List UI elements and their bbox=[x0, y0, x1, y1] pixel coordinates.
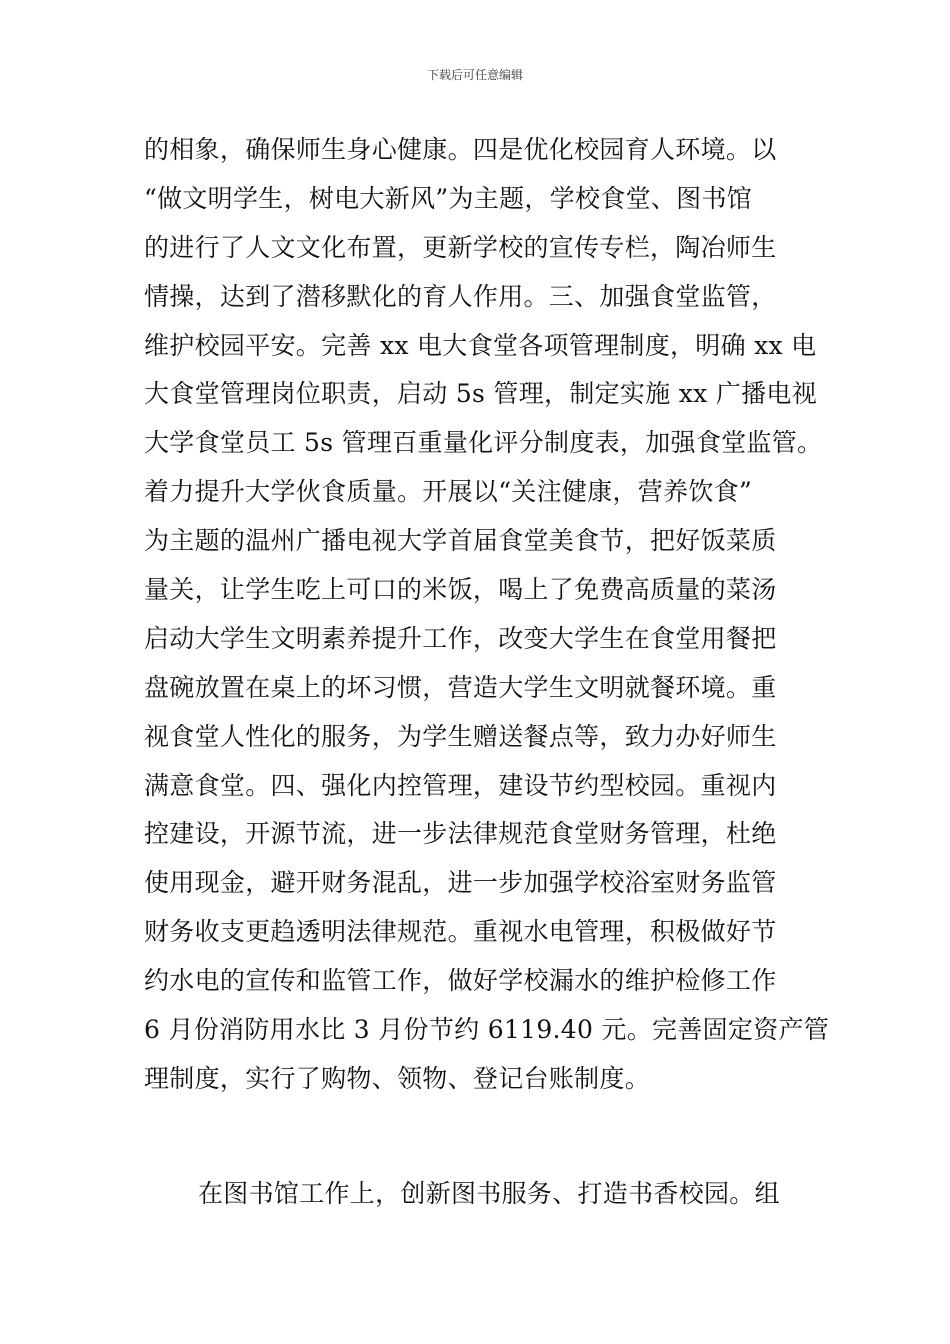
text-line: 启动大学生文明素养提升工作，改变大学生在食堂用餐把 bbox=[144, 623, 777, 653]
text-line: 满意食堂。四、强化内控管理，建设节约型校园。重视内 bbox=[144, 770, 777, 800]
text-line: 在图书馆工作上，创新图书服务、打造书香校园。组 bbox=[198, 1179, 780, 1208]
text-line: 着力提升大学伙食质量。开展以“关注健康，营养饮食” bbox=[144, 477, 753, 507]
text-line: 的进行了人文文化布置，更新学校的宣传专栏，陶冶师生 bbox=[144, 232, 777, 262]
text-line: 控建设，开源节流，进一步法律规范食堂财务管理，杜绝 bbox=[144, 819, 777, 849]
text-line: 情操，达到了潜移默化的育人作用。三、加强食堂监管， bbox=[144, 281, 777, 311]
text-line: 维护校园平安。完善 xx 电大食堂各项管理制度，明确 xx 电 bbox=[144, 330, 817, 360]
paragraph-1 bbox=[144, 126, 830, 1104]
text-line: 财务收支更趋透明法律规范。重视水电管理，积极做好节 bbox=[144, 917, 777, 947]
text-line: 6 月份消防用水比 3 月份节约 6119.40 元。完善固定资产管 bbox=[144, 1015, 830, 1045]
text-line: 大食堂管理岗位职责，启动 5s 管理，制定实施 xx 广播电视 bbox=[144, 379, 818, 409]
text-line: 的相象，确保师生身心健康。四是优化校园育人环境。以 bbox=[144, 135, 777, 164]
text-line: 使用现金，避开财务混乱，进一步加强学校浴室财务监管 bbox=[144, 868, 777, 898]
text-line: “做文明学生，树电大新风”为主题，学校食堂、图书馆 bbox=[144, 183, 753, 213]
text-line: 视食堂人性化的服务，为学生赠送餐点等，致力办好师生 bbox=[144, 721, 777, 751]
page-header: 下载后可任意编辑 bbox=[426, 68, 523, 82]
paragraph-2 bbox=[144, 1170, 824, 1219]
text-line: 大学食堂员工 5s 管理百重量化评分制度表，加强食堂监管。 bbox=[144, 428, 823, 458]
text-line: 量关，让学生吃上可口的米饭，喝上了免费高质量的菜汤 bbox=[144, 575, 777, 605]
text-line: 理制度，实行了购物、领物、登记台账制度。 bbox=[144, 1063, 651, 1093]
text-line: 约水电的宣传和监管工作，做好学校漏水的维护检修工作 bbox=[144, 966, 777, 996]
text-line: 为主题的温州广播电视大学首届食堂美食节，把好饭菜质 bbox=[144, 526, 777, 556]
text-line: 盘碗放置在桌上的坏习惯，营造大学生文明就餐环境。重 bbox=[144, 672, 777, 702]
